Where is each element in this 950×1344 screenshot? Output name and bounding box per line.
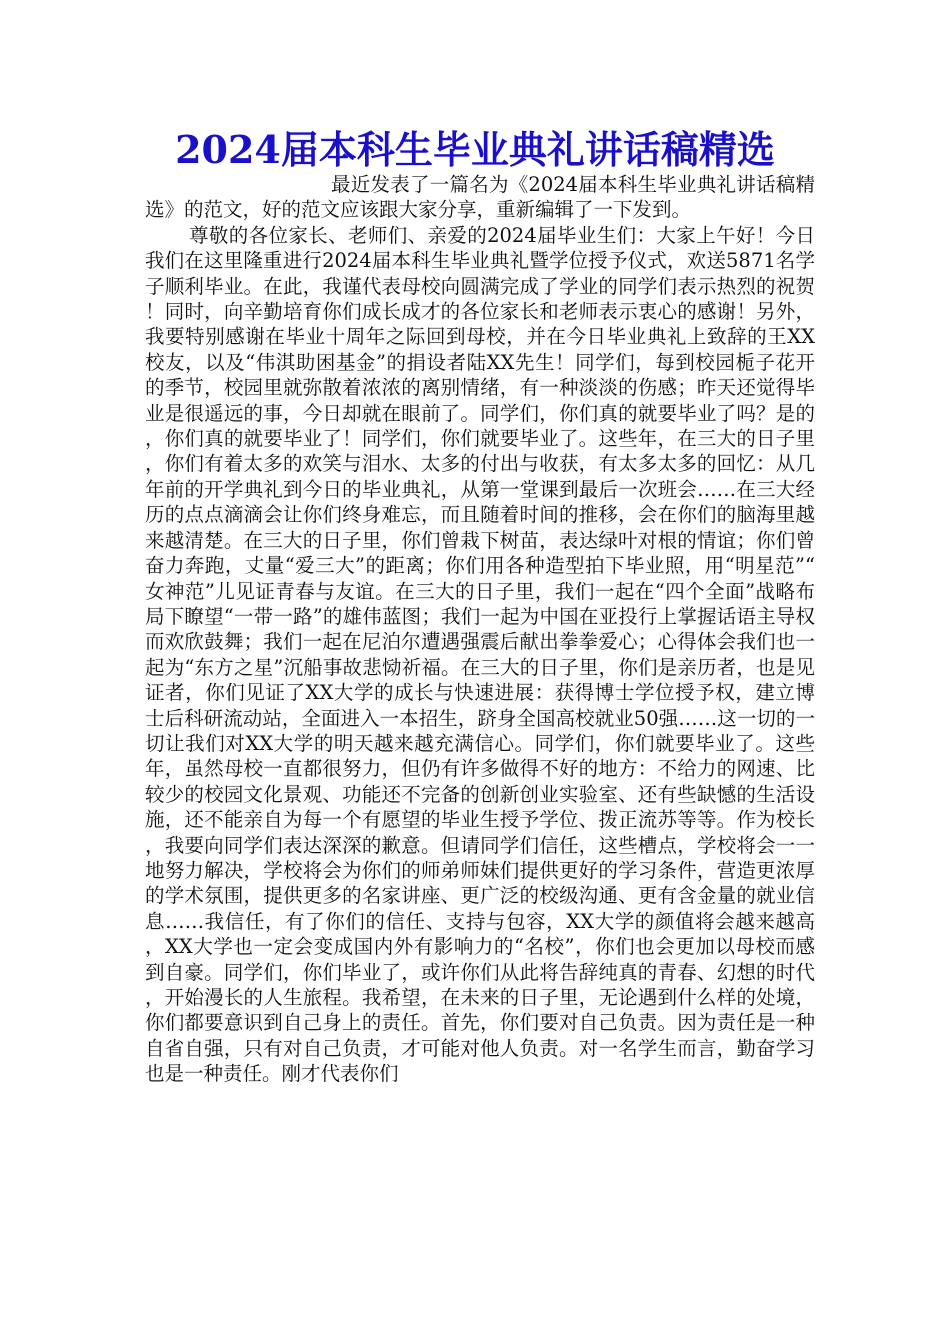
document-title: 2024届本科生毕业典礼讲话稿精选 [175,127,775,172]
intro-paragraph: 最近发表了一篇名为《2024届本科生毕业典礼讲话稿精选》的范文，好的范文应该跟大家分享，重新编辑了一下发到。 [145,173,815,222]
document-body [145,172,815,1087]
speech-paragraph: 尊敬的各位家长、老师们、亲爱的2024届毕业生们：大家上午好！今日我们在这里隆重进行2024届本科生毕业典礼暨学位授予仪式，欢送5871名学子顺利毕业。在此，我谨代表母校向圆满完成了学业的同学们表示热烈的祝贺！同时，向辛勤培育你们成长成才的各位家长和老师表示衷心的感谢！另外，我要特别感谢在毕业十周年之际回到母校，并在今日毕业典礼上致辞的王XX校友，以及“伟淇助困基金”的捐设者陆XX先生！同学们，每到校园栀子花开的季节，校园里就弥散着浓浓的离别情绪，有一种淡淡的伤感；昨天还觉得毕业是很遥远的事，今日却就在眼前了。同学们，你们真的就要毕业了吗？是的，你们真的就要毕业了！同学们，你们就要毕业了。这些年，在三大的日子里，你们有着太多的欢笑与泪水、太多的付出与收获，有太多太多的回忆：从几年前的开学典礼到今日的毕业典礼，从第一堂课到最后一次班会……在三大经历的点点滴滴会让你们终身难忘，而且随着时间的推移，会在你们的脑海里越来越清楚。在三大的日子里，你们曾栽下树苗，表达绿叶对根的情谊；你们曾奋力奔跑，丈量“爱三大”的距离；你们用各种造型拍下毕业照，用“明星范”“女神范”儿见证青春与友谊。在三大的日子里，我们一起在“四个全面”战略布局下瞭望“一带一路”的雄伟蓝图；我们一起为中国在亚投行上掌握话语主导权而欢欣鼓舞；我们一起在尼泊尔遭遇强震后献出拳拳爱心；心得体会我们也一起为“东方之星”沉船事故悲恸祈福。在三大的日子里，你们是亲历者，也是见证者，你们见证了XX大学的成长与快速进展：获得博士学位授予权，建立博士后科研流动站，全面进入一本招生，跻身全国高校就业50强……这一切的一切让我们对XX大学的明天越来越充满信心。同学们，你们就要毕业了。这些年，虽然母校一直都很努力，但仍有许多做得不好的地方：不给力的网速、比较少的校园文化景观、功能还不完备的创新创业实验室、还有些缺憾的生活设施，还不能亲自为每一个有愿望的毕业生授予学位、拨正流苏等等。作为校长，我要向同学们表达深深的歉意。但请同学们信任，这些槽点，学校将会一一地努力解决，学校将会为你们的师弟师妹们提供更好的学习条件，营造更浓厚的学术氛围，提供更多的名家讲座、更广泛的校级沟通、更有含金量的就业信息……我信任，有了你们的信任、支持与包容，XX大学的颜值将会越来越高，XX大学也一定会变成国内外有影响力的“名校”，你们也会更加以母校而感到自豪。同学们，你们毕业了，或许你们从此将告辞纯真的青春、幻想的时代，开始漫长的人生旅程。我希望，在未来的日子里，无论遇到什么样的处境，你们都要意识到自己身上的责任。首先，你们要对自己负责。因为责任是一种自省自强，只有对自己负责，才可能对他人负责。对一名学生而言，勤奋学习也是一种责任。刚才代表你们 [145,223,815,1086]
